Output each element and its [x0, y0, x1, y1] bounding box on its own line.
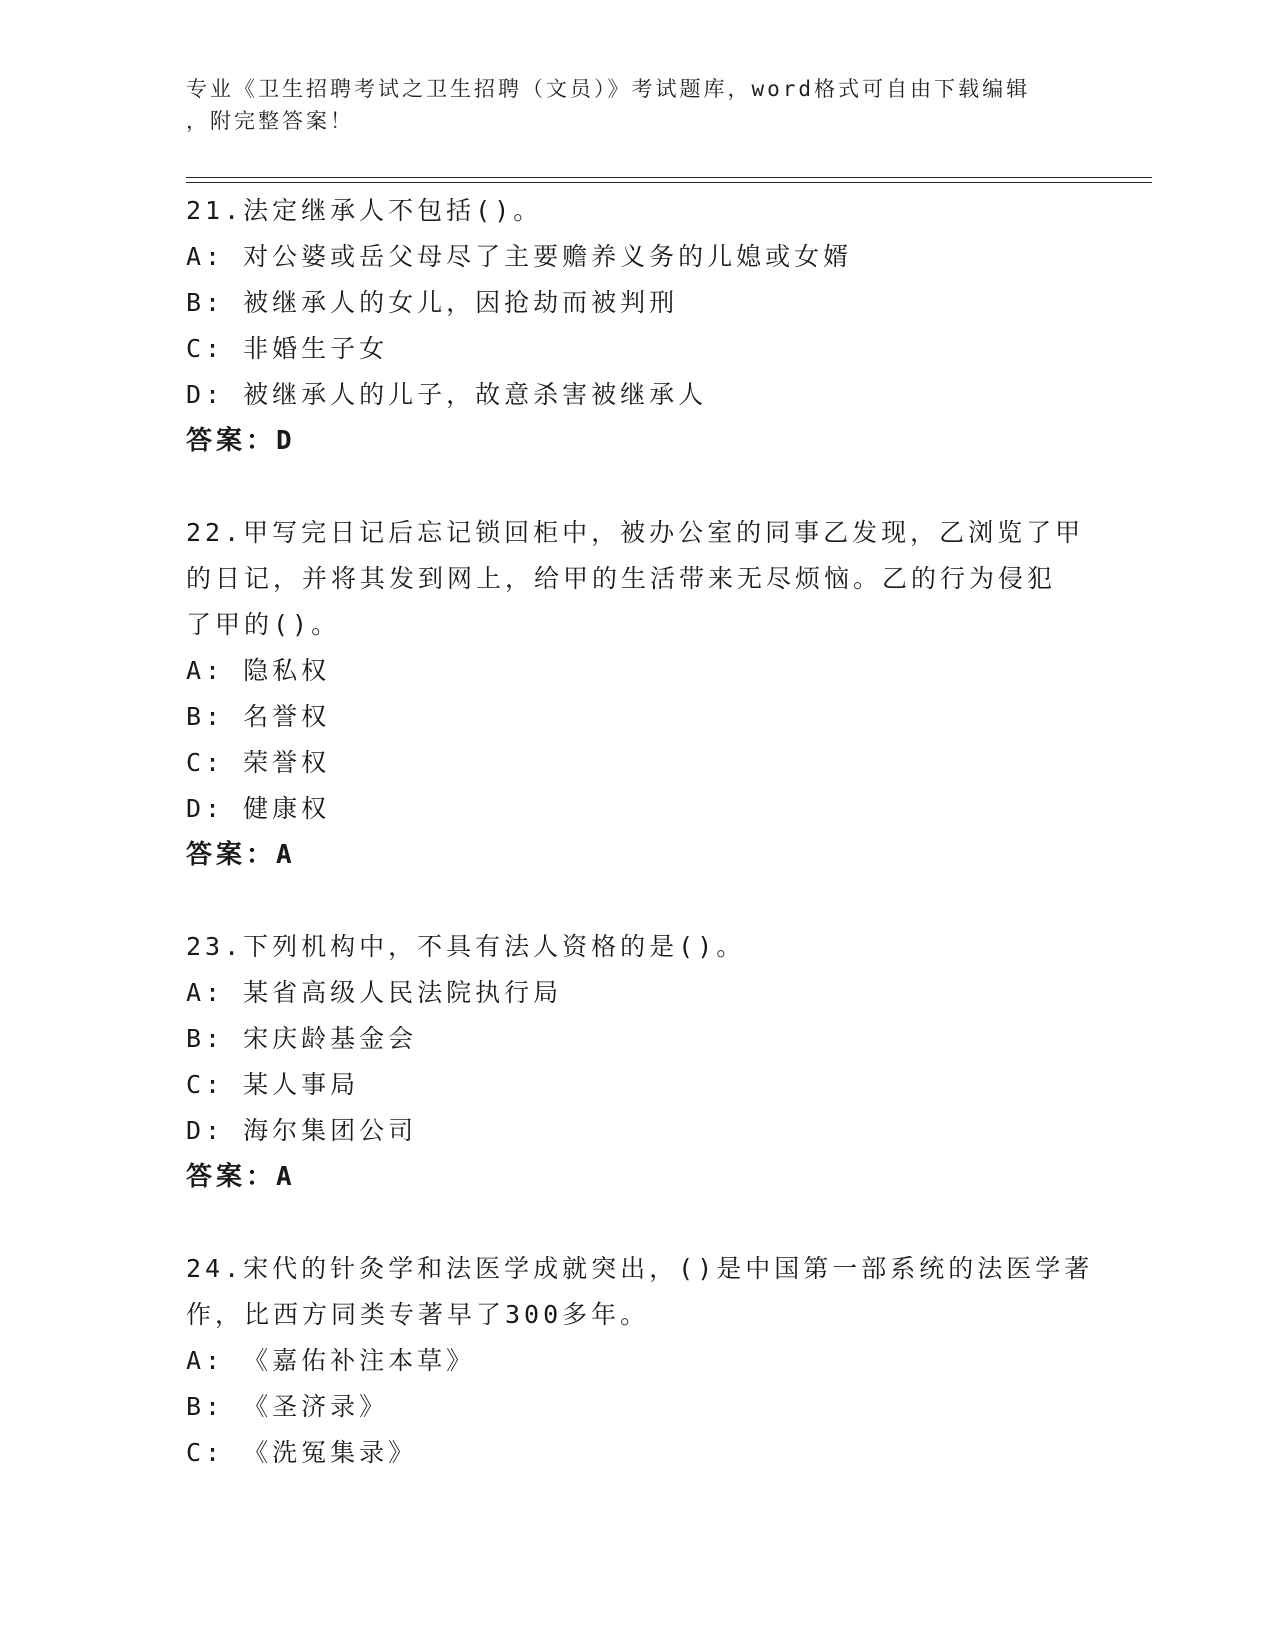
option-b: B: 《圣济录》	[186, 1392, 389, 1421]
option-a: A: 隐私权	[186, 656, 331, 685]
question-stem-line: 23.下列机构中，不具有法人资格的是()。	[186, 932, 746, 961]
option-b: B: 名誉权	[186, 702, 331, 731]
question-list	[186, 188, 1094, 1522]
question-21	[186, 188, 1086, 464]
question-stem-line: 22.甲写完日记后忘记锁回柜中，被办公室的同事乙发现，乙浏览了甲	[186, 518, 1085, 547]
header-divider-bottom	[186, 182, 1152, 183]
header-divider-top	[186, 177, 1152, 178]
option-c: C: 荣誉权	[186, 748, 331, 777]
option-c: C: 某人事局	[186, 1070, 360, 1099]
question-stem	[186, 188, 1086, 234]
option-a: A: 某省高级人民法院执行局	[186, 978, 563, 1007]
question-stem-line: 的日记，并将其发到网上，给甲的生活带来无尽烦恼。乙的行为侵犯	[186, 564, 1057, 593]
question-stem	[186, 510, 1086, 648]
header-line-2: ，附完整答案！	[186, 109, 354, 133]
option-c: C: 《洗冤集录》	[186, 1438, 418, 1467]
question-22	[186, 510, 1086, 878]
option-d: D: 被继承人的儿子，故意杀害被继承人	[186, 380, 708, 409]
question-stem	[186, 1246, 1094, 1338]
question-stem-line: 了甲的()。	[186, 610, 341, 639]
answer: 答案：D	[186, 426, 296, 456]
option-a: A: 对公婆或岳父母尽了主要赡养义务的儿媳或女婿	[186, 242, 853, 271]
question-stem	[186, 924, 1086, 970]
option-d: D: 海尔集团公司	[186, 1116, 418, 1145]
option-d: D: 健康权	[186, 794, 331, 823]
answer: 答案：A	[186, 1162, 296, 1192]
option-c: C: 非婚生子女	[186, 334, 389, 363]
answer: 答案：A	[186, 840, 296, 870]
header-line-1: 专业《卫生招聘考试之卫生招聘（文员）》考试题库，word格式可自由下载编辑	[186, 77, 1031, 101]
option-b: B: 宋庆龄基金会	[186, 1024, 418, 1053]
question-24	[186, 1246, 1094, 1476]
question-stem-line: 24.宋代的针灸学和法医学成就突出，()是中国第一部系统的法医学著	[186, 1254, 1094, 1283]
document-header	[186, 73, 1076, 137]
question-stem-line: 21.法定继承人不包括()。	[186, 196, 543, 225]
question-23	[186, 924, 1086, 1200]
option-b: B: 被继承人的女儿，因抢劫而被判刑	[186, 288, 679, 317]
question-stem-line: 作，比西方同类专著早了300多年。	[186, 1300, 650, 1329]
option-a: A: 《嘉佑补注本草》	[186, 1346, 476, 1375]
